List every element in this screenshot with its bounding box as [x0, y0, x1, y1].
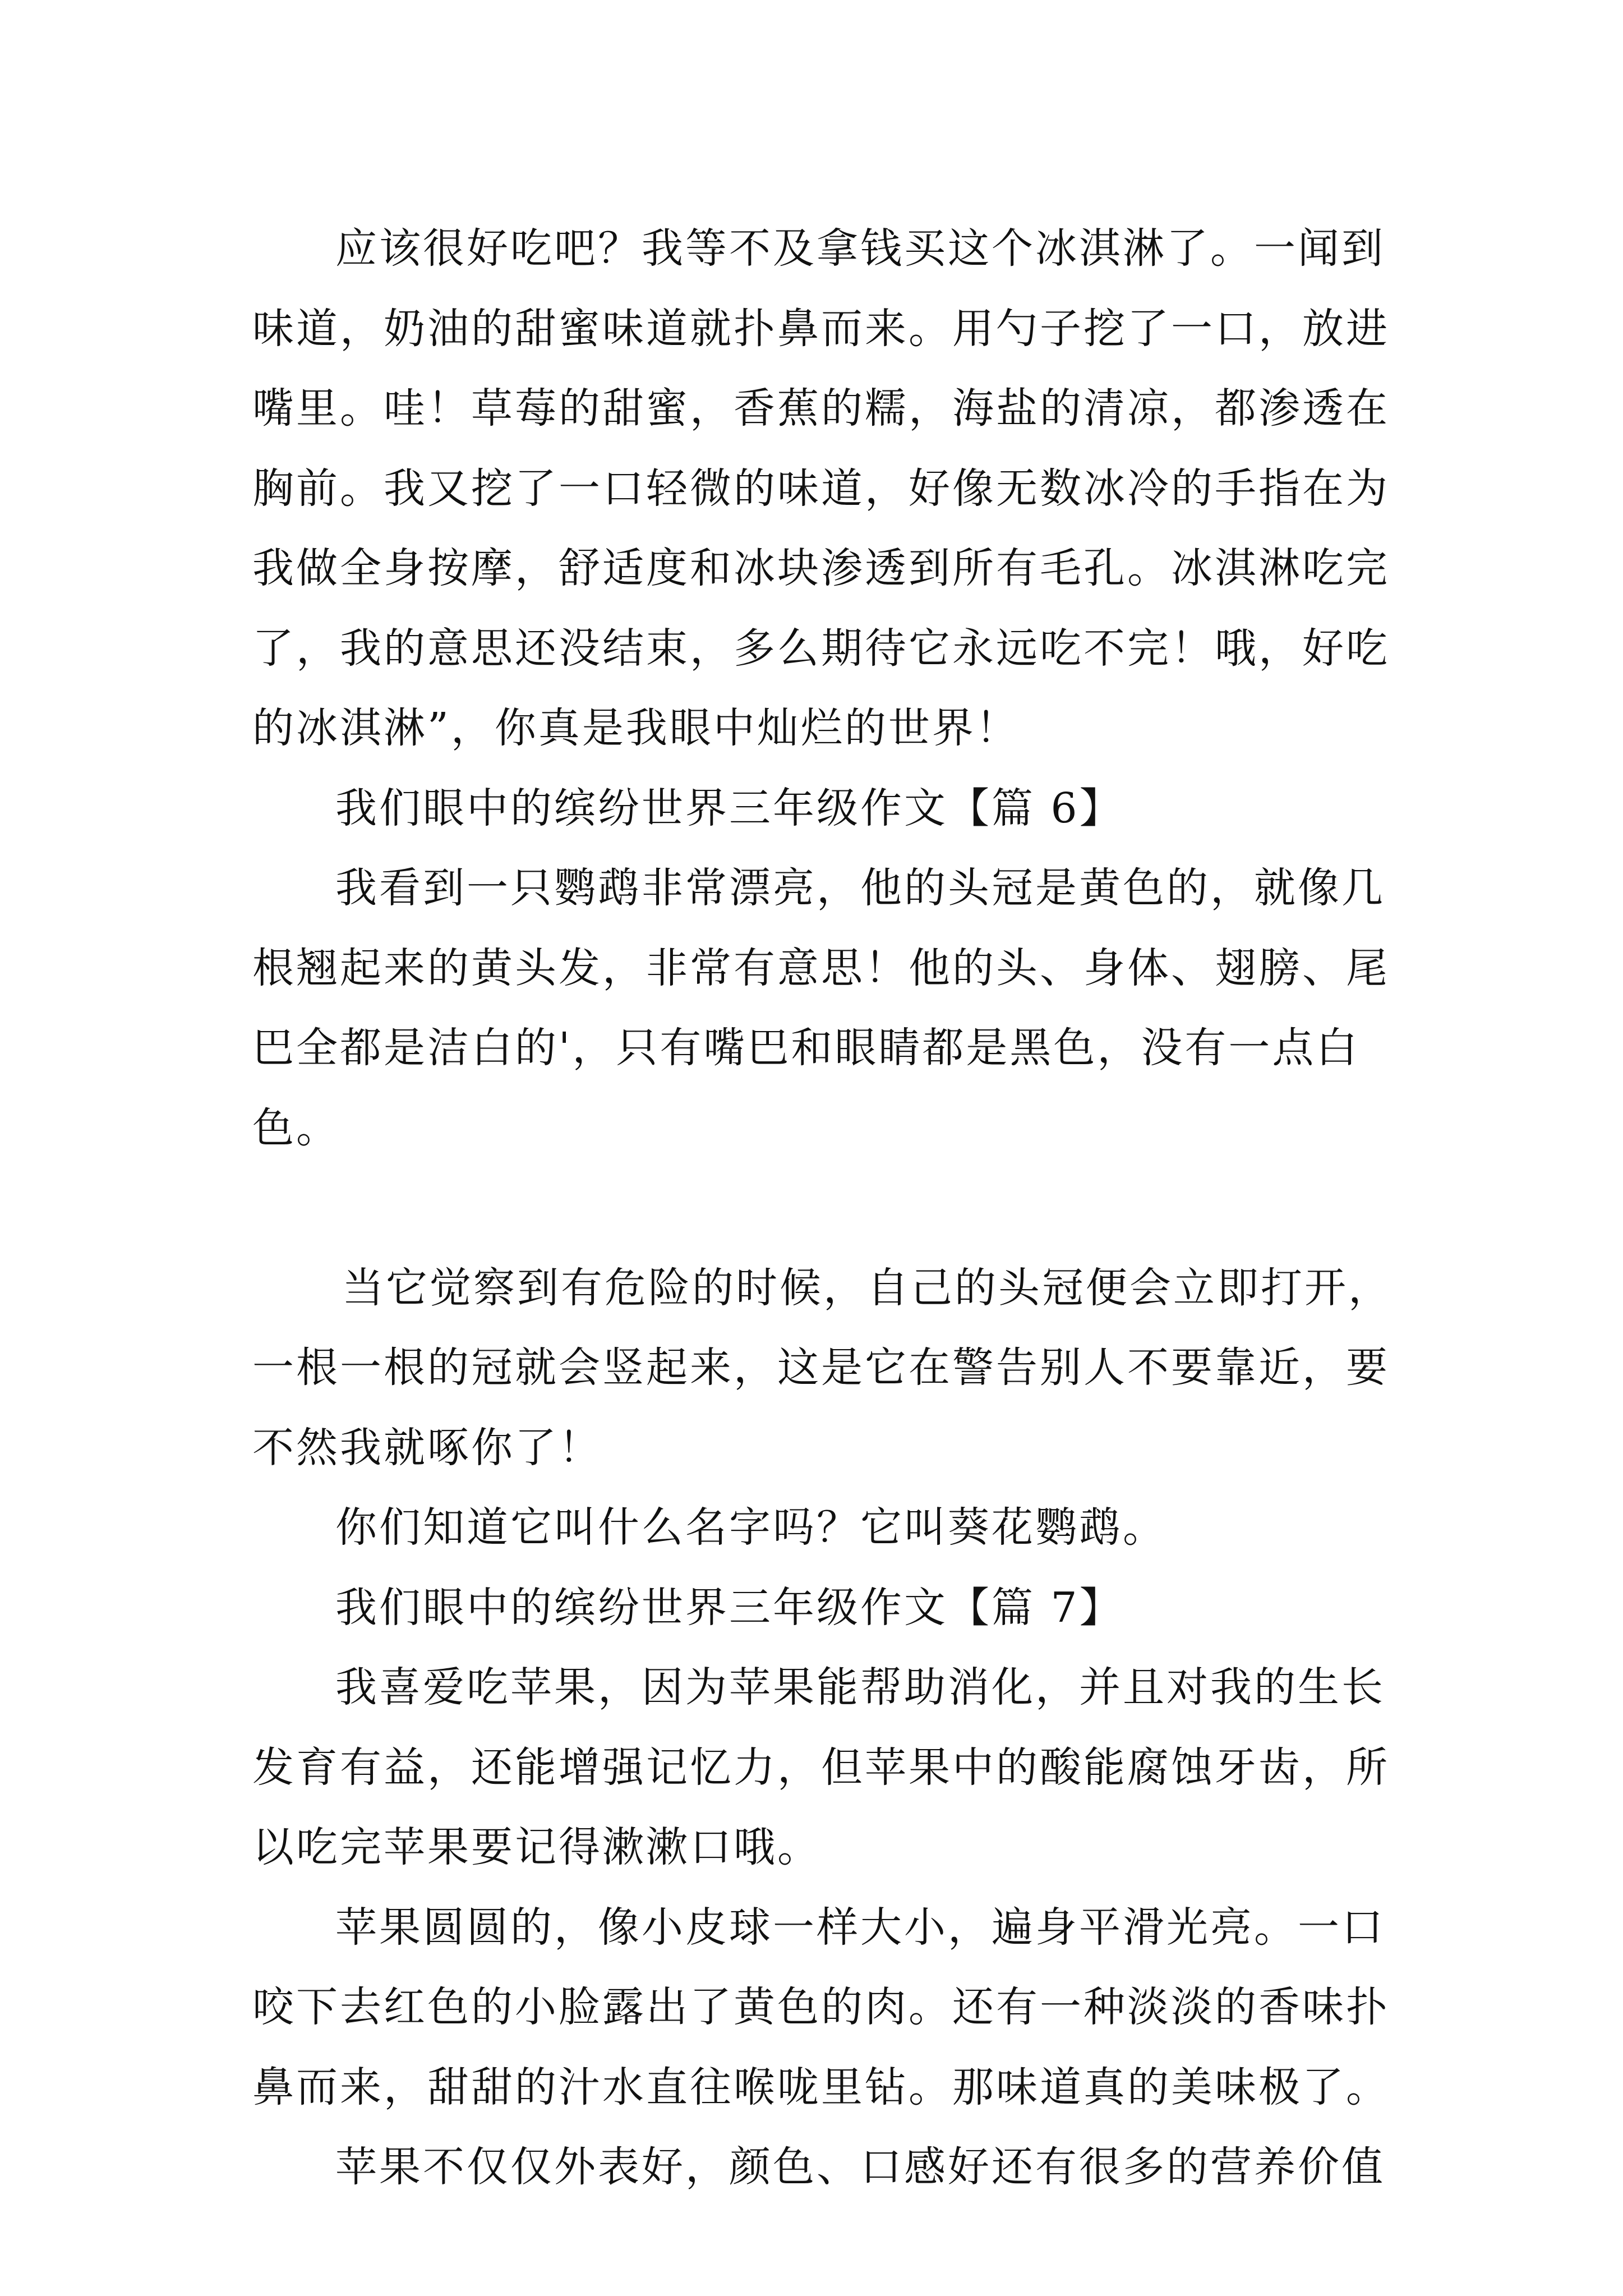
text-line: 我喜爱吃苹果，因为苹果能帮助消化，并且对我的生长: [335, 1663, 1385, 1711]
section-heading: 我们眼中的缤纷世界三年级作文【篇 6】: [335, 784, 1123, 832]
text-line: 我看到一只鹦鹉非常漂亮，他的头冠是黄色的，就像几: [335, 864, 1385, 912]
text-line: 你们知道它叫什么名字吗？它叫葵花鹦鹉。: [335, 1503, 1166, 1552]
text-line: 胸前。我又挖了一口轻微的味道，好像无数冰冷的手指在为: [252, 464, 1390, 513]
paragraph-gap: [252, 1168, 1391, 1248]
text-line: 味道，奶油的甜蜜味道就扑鼻而来。用勺子挖了一口，放进: [252, 304, 1390, 353]
text-line: 我做全身按摩，舒适度和冰块渗透到所有毛孔。冰淇淋吃完: [252, 544, 1390, 592]
text-line: 了，我的意思还没结束，多么期待它永远吃不完！哦，好吃: [252, 624, 1390, 673]
text-line: 以吃完苹果要记得漱漱口哦。: [252, 1823, 821, 1871]
section-heading: 我们眼中的缤纷世界三年级作文【篇 7】: [335, 1583, 1123, 1632]
text-line: 苹果不仅仅外表好，颜色、口感好还有很多的营养价值: [335, 2143, 1385, 2191]
text-line: 根翘起来的黄头发，非常有意思！他的头、身体、翅膀、尾: [252, 944, 1390, 992]
text-line: 的冰淇淋”，你真是我眼中灿烂的世界！: [252, 704, 1020, 752]
text-line: 一根一根的冠就会竖起来，这是它在警告别人不要靠近，要: [252, 1343, 1390, 1392]
text-line: 巴全都是洁白的'，只有嘴巴和眼睛都是黑色，没有一点白: [252, 1024, 1360, 1072]
text-line: 发育有益，还能增强记忆力，但苹果中的酸能腐蚀牙齿，所: [252, 1743, 1390, 1792]
text-line: 咬下去红色的小脸露出了黄色的肉。还有一种淡淡的香味扑: [252, 1983, 1390, 2031]
text-line: 当它觉察到有危险的时候，自己的头冠便会立即打开，: [342, 1263, 1392, 1312]
article-body: [252, 209, 1391, 2207]
text-line: 苹果圆圆的，像小皮球一样大小，遍身平滑光亮。一口: [335, 1903, 1385, 1952]
text-line: 应该很好吃吧？我等不及拿钱买这个冰淇淋了。一闻到: [335, 224, 1385, 273]
text-line: 色。: [252, 1103, 340, 1152]
text-line: 不然我就啄你了！: [252, 1423, 602, 1472]
text-line: 嘴里。哇！草莓的甜蜜，香蕉的糯，海盐的清凉，都渗透在: [252, 384, 1390, 432]
text-line: 鼻而来，甜甜的汁水直往喉咙里钻。那味道真的美味极了。: [252, 2063, 1390, 2111]
